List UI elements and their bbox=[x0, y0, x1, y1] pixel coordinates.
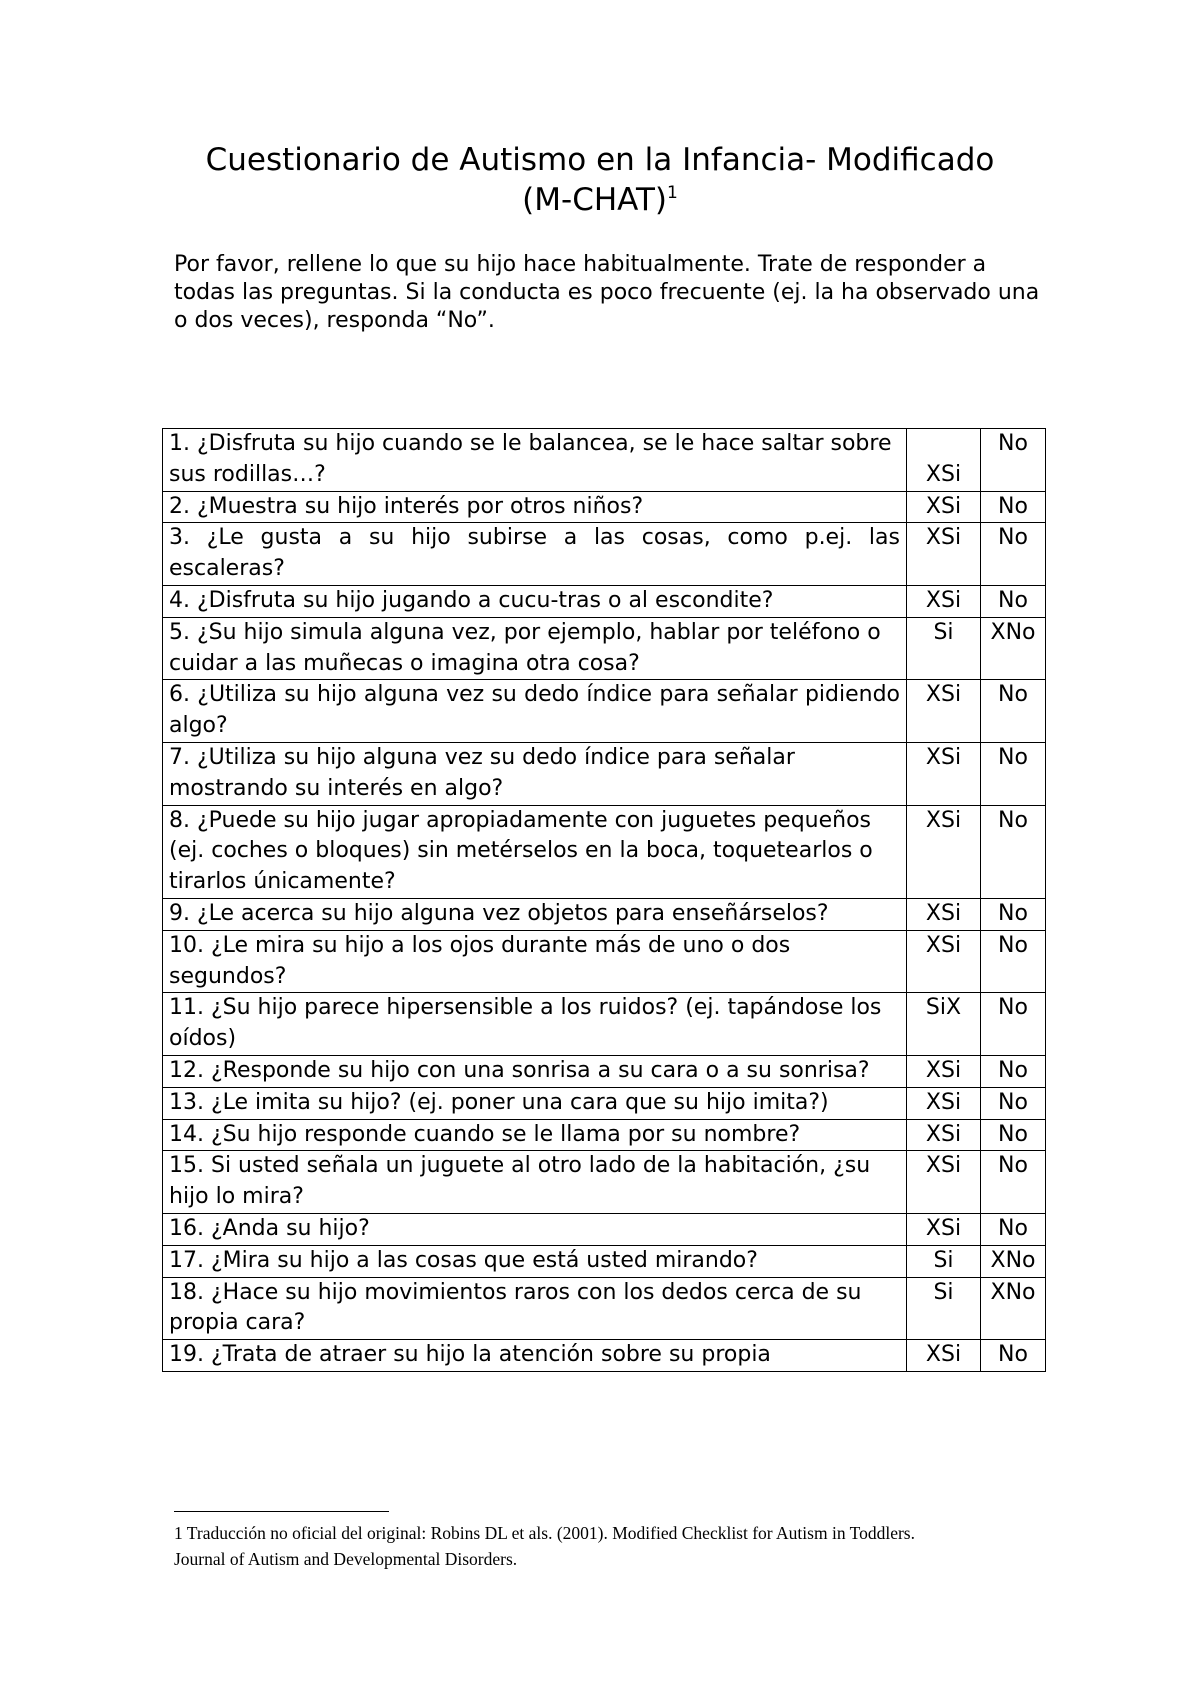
answer-si[interactable]: XSi bbox=[907, 585, 981, 617]
answer-no[interactable]: No bbox=[981, 805, 1046, 898]
question-text: 7. ¿Utiliza su hijo alguna vez su dedo índice para señalar mostrando su interés en algo? bbox=[163, 742, 907, 805]
document-title bbox=[0, 140, 1200, 220]
answer-no[interactable]: XNo bbox=[981, 617, 1046, 680]
answer-no[interactable]: No bbox=[981, 1340, 1046, 1372]
question-row-3 bbox=[163, 523, 1046, 586]
instructions bbox=[174, 251, 1054, 335]
answer-no[interactable]: No bbox=[981, 585, 1046, 617]
answer-si[interactable]: XSi bbox=[907, 930, 981, 993]
answer-no[interactable]: XNo bbox=[981, 1245, 1046, 1277]
question-text: 17. ¿Mira su hijo a las cosas que está usted mirando? bbox=[163, 1245, 907, 1277]
answer-si[interactable]: XSi bbox=[907, 805, 981, 898]
question-row-5 bbox=[163, 617, 1046, 680]
answer-no[interactable]: No bbox=[981, 523, 1046, 586]
question-text: 19. ¿Trata de atraer su hijo la atención sobre su propia bbox=[163, 1340, 907, 1372]
answer-si[interactable]: XSi bbox=[907, 1340, 981, 1372]
question-row-8 bbox=[163, 805, 1046, 898]
question-text: 9. ¿Le acerca su hijo alguna vez objetos para enseñárselos? bbox=[163, 898, 907, 930]
question-text: 11. ¿Su hijo parece hipersensible a los ruidos? (ej. tapándose los oídos) bbox=[163, 993, 907, 1056]
questionnaire-table bbox=[162, 428, 1046, 1372]
question-text: 1. ¿Disfruta su hijo cuando se le balancea, se le hace saltar sobre sus rodillas…? bbox=[163, 429, 907, 492]
answer-no[interactable]: No bbox=[981, 898, 1046, 930]
answer-si[interactable]: XSi bbox=[907, 680, 981, 743]
question-row-13 bbox=[163, 1087, 1046, 1119]
question-row-10 bbox=[163, 930, 1046, 993]
answer-si[interactable]: XSi bbox=[907, 742, 981, 805]
question-row-18 bbox=[163, 1277, 1046, 1340]
footnote-separator bbox=[174, 1511, 389, 1512]
question-row-16 bbox=[163, 1213, 1046, 1245]
answer-no[interactable]: No bbox=[981, 1213, 1046, 1245]
answer-no[interactable]: No bbox=[981, 680, 1046, 743]
answer-si[interactable]: XSi bbox=[907, 1213, 981, 1245]
title-line-1: Cuestionario de Autismo en la Infancia- Modificado bbox=[205, 142, 995, 178]
answer-no[interactable]: No bbox=[981, 993, 1046, 1056]
answer-no[interactable]: No bbox=[981, 930, 1046, 993]
title-acronym: (M-CHAT) bbox=[522, 182, 667, 218]
question-text: 16. ¿Anda su hijo? bbox=[163, 1213, 907, 1245]
answer-no[interactable]: No bbox=[981, 742, 1046, 805]
question-row-14 bbox=[163, 1119, 1046, 1151]
question-text: 10. ¿Le mira su hijo a los ojos durante más de uno o dos segundos? bbox=[163, 930, 907, 993]
questionnaire-body bbox=[163, 429, 1046, 1372]
question-row-4 bbox=[163, 585, 1046, 617]
answer-si[interactable]: XSi bbox=[907, 1087, 981, 1119]
question-text: 5. ¿Su hijo simula alguna vez, por ejemplo, hablar por teléfono o cuidar a las muñecas o imagina otra cosa? bbox=[163, 617, 907, 680]
question-row-19 bbox=[163, 1340, 1046, 1372]
question-text: 14. ¿Su hijo responde cuando se le llama por su nombre? bbox=[163, 1119, 907, 1151]
answer-no[interactable]: No bbox=[981, 1151, 1046, 1214]
answer-no[interactable]: No bbox=[981, 1119, 1046, 1151]
question-text: 13. ¿Le imita su hijo? (ej. poner una cara que su hijo imita?) bbox=[163, 1087, 907, 1119]
question-text: 12. ¿Responde su hijo con una sonrisa a su cara o a su sonrisa? bbox=[163, 1055, 907, 1087]
question-row-11 bbox=[163, 993, 1046, 1056]
question-row-15 bbox=[163, 1151, 1046, 1214]
answer-no[interactable]: XNo bbox=[981, 1277, 1046, 1340]
question-row-1 bbox=[163, 429, 1046, 492]
answer-no[interactable]: No bbox=[981, 429, 1046, 492]
footnote-line-1: 1 Traducción no oficial del original: Robins DL et als. (2001). Modified Checklist for Autism in Toddlers. bbox=[174, 1523, 915, 1543]
answer-no[interactable]: No bbox=[981, 1087, 1046, 1119]
question-row-17 bbox=[163, 1245, 1046, 1277]
answer-si[interactable]: Si bbox=[907, 1277, 981, 1340]
question-text: 3. ¿Le gusta a su hijo subirse a las cosas, como p.ej. las escaleras? bbox=[163, 523, 907, 586]
answer-si[interactable]: XSi bbox=[907, 429, 981, 492]
question-text: 8. ¿Puede su hijo jugar apropiadamente con juguetes pequeños (ej. coches o bloques) sin metérselos en la boca, toquetearlos o tirarlos únicamente? bbox=[163, 805, 907, 898]
question-row-9 bbox=[163, 898, 1046, 930]
answer-si[interactable]: XSi bbox=[907, 523, 981, 586]
title-line-2 bbox=[0, 180, 1200, 220]
question-text: 4. ¿Disfruta su hijo jugando a cucu-tras o al escondite? bbox=[163, 585, 907, 617]
answer-si[interactable]: XSi bbox=[907, 1119, 981, 1151]
question-row-7 bbox=[163, 742, 1046, 805]
answer-si[interactable]: XSi bbox=[907, 898, 981, 930]
answer-si[interactable]: SiX bbox=[907, 993, 981, 1056]
answer-si[interactable]: XSi bbox=[907, 1151, 981, 1214]
footnote bbox=[174, 1520, 1054, 1572]
question-text: 15. Si usted señala un juguete al otro lado de la habitación, ¿su hijo lo mira? bbox=[163, 1151, 907, 1214]
question-row-12 bbox=[163, 1055, 1046, 1087]
question-row-2 bbox=[163, 491, 1046, 523]
answer-si[interactable]: XSi bbox=[907, 491, 981, 523]
footnote-marker: 1 bbox=[667, 183, 678, 203]
answer-si[interactable]: XSi bbox=[907, 1055, 981, 1087]
question-text: 6. ¿Utiliza su hijo alguna vez su dedo índice para señalar pidiendo algo? bbox=[163, 680, 907, 743]
answer-si[interactable]: Si bbox=[907, 1245, 981, 1277]
answer-si[interactable]: Si bbox=[907, 617, 981, 680]
answer-no[interactable]: No bbox=[981, 491, 1046, 523]
question-row-6 bbox=[163, 680, 1046, 743]
question-text: 2. ¿Muestra su hijo interés por otros niños? bbox=[163, 491, 907, 523]
footnote-line-2: Journal of Autism and Developmental Disorders. bbox=[174, 1549, 518, 1569]
answer-no[interactable]: No bbox=[981, 1055, 1046, 1087]
question-text: 18. ¿Hace su hijo movimientos raros con los dedos cerca de su propia cara? bbox=[163, 1277, 907, 1340]
instructions-text: Por favor, rellene lo que su hijo hace habitualmente. Trate de responder a todas las preguntas. Si la conducta es poco frecuente (ej. la ha observado una o dos veces), responda “No”. bbox=[174, 252, 1040, 333]
